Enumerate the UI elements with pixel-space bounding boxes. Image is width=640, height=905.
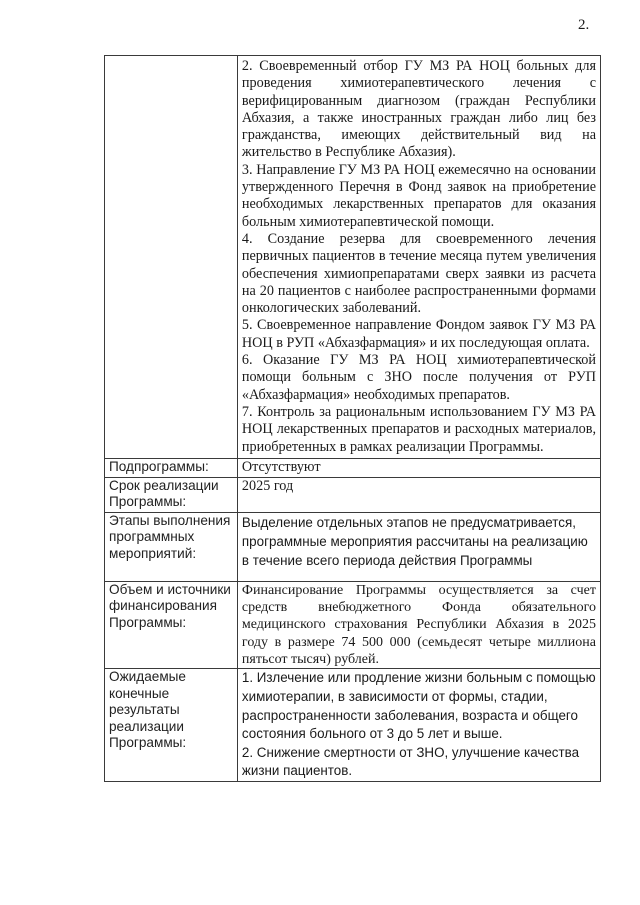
task-item-2: 2. Своевременный отбор ГУ МЗ РА НОЦ больных для проведения химиотерапевтического лечения с верифицированным диагнозом (граждан Республики Абхазия, а также иностранных граждан либо лиц без гражданства, имеющих действительный вид на жительство в Республике Абхазия). [241,58,596,161]
task-item-7: 7. Контроль за рациональным использованием ГУ МЗ РА НОЦ лекарственных препаратов и расходных материалов, приобретенных в рамках реализации Программы. [241,403,596,455]
table-row-expected-results [105,669,601,782]
table-row-tasks [105,56,601,459]
program-passport-table [104,55,601,782]
subprograms-value: Отсутствуют [237,458,600,477]
financing-value: Финансирование Программы осуществляется за счет средств внебюджетного Фонда обязательного медицинского страхования Республики Абхазия в 2025 году в размере 74 500 000 (семьдесят четыре миллиона пятьсот тысяч) рублей. [237,581,600,668]
expected-results-value [237,669,600,782]
subprograms-label: Подпрограммы: [105,458,238,477]
stages-label: Этапы выполнения программных мероприятий: [105,512,238,581]
task-item-6: 6. Оказание ГУ МЗ РА НОЦ химиотерапевтической помощи больным с ЗНО после получения от РУП «Абхазфармация» необходимых препаратов. [241,352,596,403]
table-row-term [105,477,601,512]
stages-value: Выделение отдельных этапов не предусматривается, программные мероприятия рассчитаны на реализацию в течение всего периода действия Программы [237,512,600,581]
tasks-value-cell [237,56,600,459]
task-item-5: 5. Своевременное направление Фондом заявок ГУ МЗ РА НОЦ в РУП «Абхазфармация» и их последующая оплата. [241,317,596,351]
expected-results-label: Ожидаемые конечные результаты реализации Программы: [105,669,238,782]
result-item-2: 2. Снижение смертности от ЗНО, улучшение качества жизни пациентов. [241,744,580,779]
task-item-3: 3. Направление ГУ МЗ РА НОЦ ежемесячно на основании утвержденного Перечня в Фонд заявок на приобретение необходимых лекарственных препаратов для оказания больным химиотерапевтической помощи. [241,161,596,230]
term-value: 2025 год [237,477,600,512]
table-row-stages [105,512,601,581]
term-label: Срок реализации Программы: [105,477,238,512]
tasks-label-cell [105,56,238,459]
table-row-subprograms [105,458,601,477]
financing-label: Объем и источники финансирования Программы: [105,581,238,668]
table-row-financing [105,581,601,668]
page-number: 2. [578,17,590,33]
task-item-4: 4. Создание резерва для своевременного лечения первичных пациентов в течение месяца путем увеличения обеспечения химиопрепаратами сверх заявки из расчета на 20 пациентов с наиболее распространенными формами онкологических заболеваний. [241,230,596,317]
result-item-1: 1. Излечение или продление жизни больным с помощью химиотерапии, в зависимости от формы, стадии, распространенности заболевания, возраста и общего состояния больного от 3 до 5 лет и выше. [241,670,596,742]
